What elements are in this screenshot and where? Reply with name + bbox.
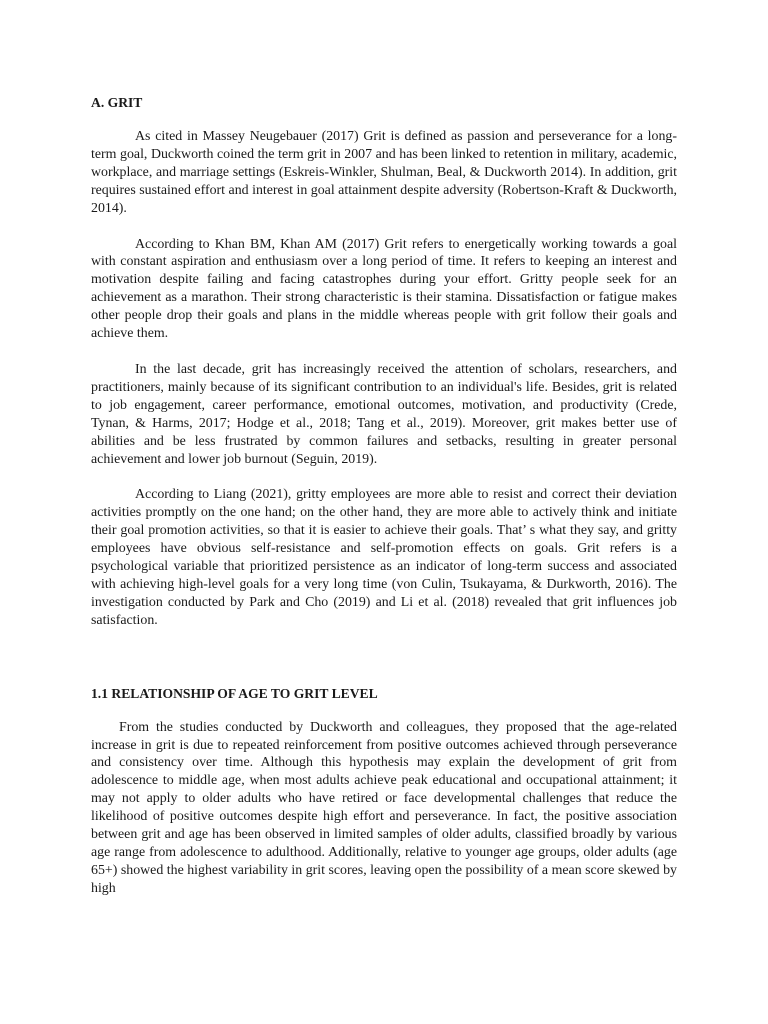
paragraph-khan-grit: According to Khan BM, Khan AM (2017) Grit refers to energetically working towards a goal with constant aspiration and enthusiasm over a long period of time. It refers to keeping an interest and motivation despite failing and facing catastrophes during your effort. Gritty people seek for an achievement as a marathon. Their strong characteristic is their stamina. Dissatisfaction or fatigue makes other people drop their goals and plans in the middle whereas people with grit follow their goals and achieve them. (91, 236, 677, 342)
document-page (91, 94, 677, 898)
section-heading-age-grit: 1.1 RELATIONSHIP OF AGE TO GRIT LEVEL (91, 685, 378, 701)
paragraph-age-grit: From the studies conducted by Duckworth and colleagues, they proposed that the age-related increase in grit is due to repeated reinforcement from positive outcomes achieved through perseverance and consistency over time. Although this hypothesis may explain the development of grit from adolescence to middle age, when most adults achieve peak educational and occupational attainment; it may not apply to older adults who have retired or face developmental challenges that reduce the likelihood of positive outcomes despite high effort and perseverance. In fact, the positive association between grit and age has been observed in limited samples of older adults, classified broadly by various age range from adolescence to adulthood. Additionally, relative to younger age groups, older adults (age 65+) showed the highest variability in grit scores, leaving open the possibility of a mean score skewed by high (91, 719, 677, 896)
section-heading-grit: A. GRIT (91, 95, 143, 110)
paragraph-grit-definition: As cited in Massey Neugebauer (2017) Grit is defined as passion and perseverance for a long-term goal, Duckworth coined the term grit in 2007 and has been linked to retention in military, academic, workplace, and marriage settings (Eskreis-Winkler, Shulman, Beal, & Duckworth 2014). In addition, grit requires sustained effort and interest in goal attainment despite adversity (Robertson-Kraft & Duckworth, 2014). (91, 129, 677, 216)
paragraph-last-decade: In the last decade, grit has increasingly received the attention of scholars, researchers, and practitioners, mainly because of its significant contribution to an individual's life. Besides, grit is related to job engagement, career performance, emotional outcomes, motivation, and productivity (Crede, Tynan, & Harms, 2017; Hodge et al., 2018; Tang et al., 2019). Moreover, grit makes better use of abilities and be less frustrated by common failures and setbacks, resulting in greater personal achievement and lower job burnout (Seguin, 2019). (91, 361, 677, 467)
paragraph-liang: According to Liang (2021), gritty employees are more able to resist and correct their deviation activities promptly on the one hand; on the other hand, they are more able to actively think and initiate their goal promotion activities, so that it is easier to achieve their goals. That’ s what they say, and gritty employees have obvious self-resistance and self-promotion effects on goals. Grit refers is a psychological variable that prioritized persistence as an indicator of long-term success and associated with achieving high-level goals for a very long time (von Culin, Tsukayama, & Durkworth, 2016). The investigation conducted by Park and Cho (2019) and Li et al. (2018) revealed that grit influences job satisfaction. (91, 487, 677, 628)
